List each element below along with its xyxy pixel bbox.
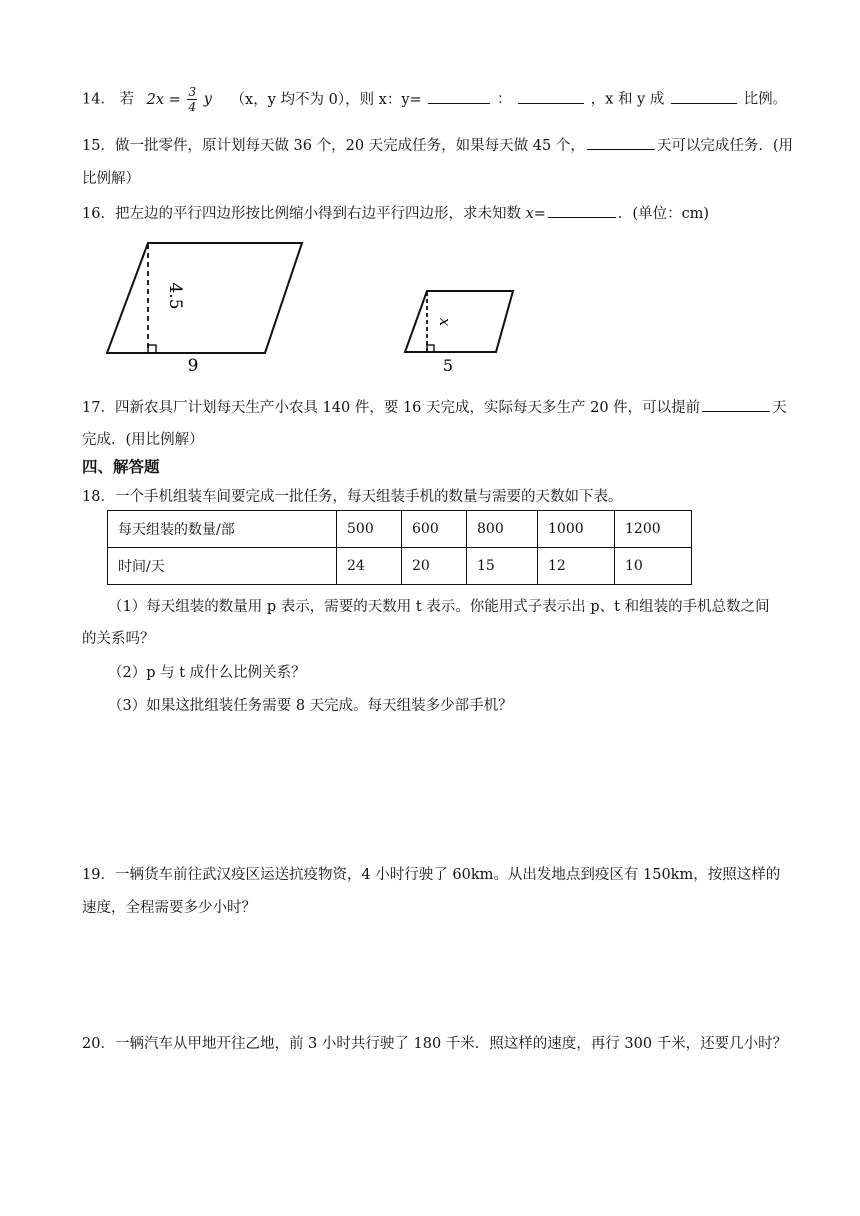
question-16: [82, 202, 709, 223]
fraction-denominator: 4: [188, 100, 197, 114]
question-text: 完成．(用比例解）: [82, 432, 204, 448]
question-number: 17．: [82, 400, 115, 416]
question-15: [82, 134, 793, 155]
question-18: [82, 485, 622, 506]
question-number: 16．: [82, 206, 115, 222]
question-text: ：: [496, 91, 512, 108]
table-cell: 10: [615, 548, 692, 585]
big-base-label: 9: [187, 356, 199, 376]
question-number: 19．: [82, 867, 115, 883]
equation-lhs: 2x =: [146, 91, 181, 108]
answer-blank[interactable]: [702, 397, 770, 413]
question-18-part-1-continued: 的关系吗？: [82, 631, 155, 647]
question-text: 做一批零件，原计划每天做 36 个，20 天完成任务，如果每天做 45 个，: [114, 138, 585, 154]
question-text: 天: [772, 400, 787, 416]
equation-variable: y: [203, 91, 212, 108]
small-base-label: 5: [442, 356, 454, 375]
fraction-numerator: 3: [188, 85, 197, 99]
unknown-variable: x: [525, 206, 534, 222]
table-cell: 15: [467, 548, 538, 585]
table-cell: 500: [337, 511, 402, 548]
parallelogram-figures: [0, 230, 560, 380]
question-17-continued: [82, 428, 204, 449]
question-18-part-1: （1）每天组装的数量用 p 表示，需要的天数用 t 表示。你能用式子表示出 p、t 和组装的手机总数之间: [108, 599, 770, 615]
big-parallelogram: [107, 243, 302, 353]
question-text: ．(单位：cm): [617, 206, 710, 222]
table-cell: 1000: [538, 511, 615, 548]
question-text: 一辆汽车从甲地开往乙地，前 3 小时共行驶了 180 千米．照这样的速度，再行 300 千米，还要几小时？: [114, 1036, 788, 1052]
question-17: [82, 396, 787, 417]
table-cell: 每天组装的数量/部: [108, 511, 337, 548]
table-cell: 600: [402, 511, 467, 548]
question-text: （x，y 均不为 0），则 x：y=: [230, 91, 422, 108]
table-row: [108, 548, 692, 585]
table-cell: 时间/天: [108, 548, 337, 585]
big-right-angle: [148, 345, 156, 353]
question-18-part-3: （3）如果这批组装任务需要 8 天完成。每天组装多少部手机？: [108, 698, 513, 714]
question-text: =: [533, 206, 546, 222]
small-height-label: x: [436, 317, 454, 327]
question-number: 20．: [82, 1036, 115, 1052]
table-row: [108, 511, 692, 548]
table-cell: 800: [467, 511, 538, 548]
question-text: 比例解）: [82, 171, 140, 187]
answer-blank[interactable]: [518, 88, 584, 104]
answer-blank[interactable]: [587, 135, 655, 151]
question-20: [82, 1032, 787, 1053]
question-14: [82, 86, 787, 113]
table-cell: 24: [337, 548, 402, 585]
question-number: 15．: [82, 138, 115, 154]
answer-blank[interactable]: [671, 88, 737, 104]
question-text: 四新农具厂计划每天生产小农具 140 件，要 16 天完成，实际每天多生产 20 件，可以提前: [114, 400, 701, 416]
fraction: [187, 86, 197, 113]
question-number: 18．: [82, 489, 115, 505]
question-text: 比例。: [743, 91, 788, 108]
question-19: [82, 863, 780, 884]
question-text: 若: [119, 91, 135, 108]
question-18-part-2: （2）p 与 t 成什么比例关系？: [108, 665, 306, 681]
question-text: 把左边的平行四边形按比例缩小得到右边平行四边形，求未知数: [114, 206, 526, 222]
table-cell: 1200: [615, 511, 692, 548]
question-19-continued: 速度，全程需要多少小时？: [82, 900, 256, 916]
question-text: ，x 和 y 成: [590, 91, 665, 108]
answer-blank[interactable]: [548, 203, 616, 219]
question-number: 14．: [82, 91, 115, 108]
section-heading: 四、解答题: [82, 458, 160, 476]
small-right-angle: [427, 345, 434, 352]
question-text: 天可以完成任务．(用: [656, 138, 794, 154]
table-cell: 12: [538, 548, 615, 585]
answer-blank[interactable]: [428, 88, 490, 104]
small-parallelogram: [405, 291, 513, 352]
question-15-continued: [82, 167, 140, 188]
big-height-label: 4.5: [165, 282, 185, 310]
table-cell: 20: [402, 548, 467, 585]
question-text: 一辆货车前往武汉疫区运送抗疫物资，4 小时行驶了 60km。从出发地点到疫区有 150km，按照这样的: [114, 867, 781, 883]
assembly-table: [107, 510, 692, 585]
question-text: 一个手机组装车间要完成一批任务，每天组装手机的数量与需要的天数如下表。: [114, 489, 623, 505]
